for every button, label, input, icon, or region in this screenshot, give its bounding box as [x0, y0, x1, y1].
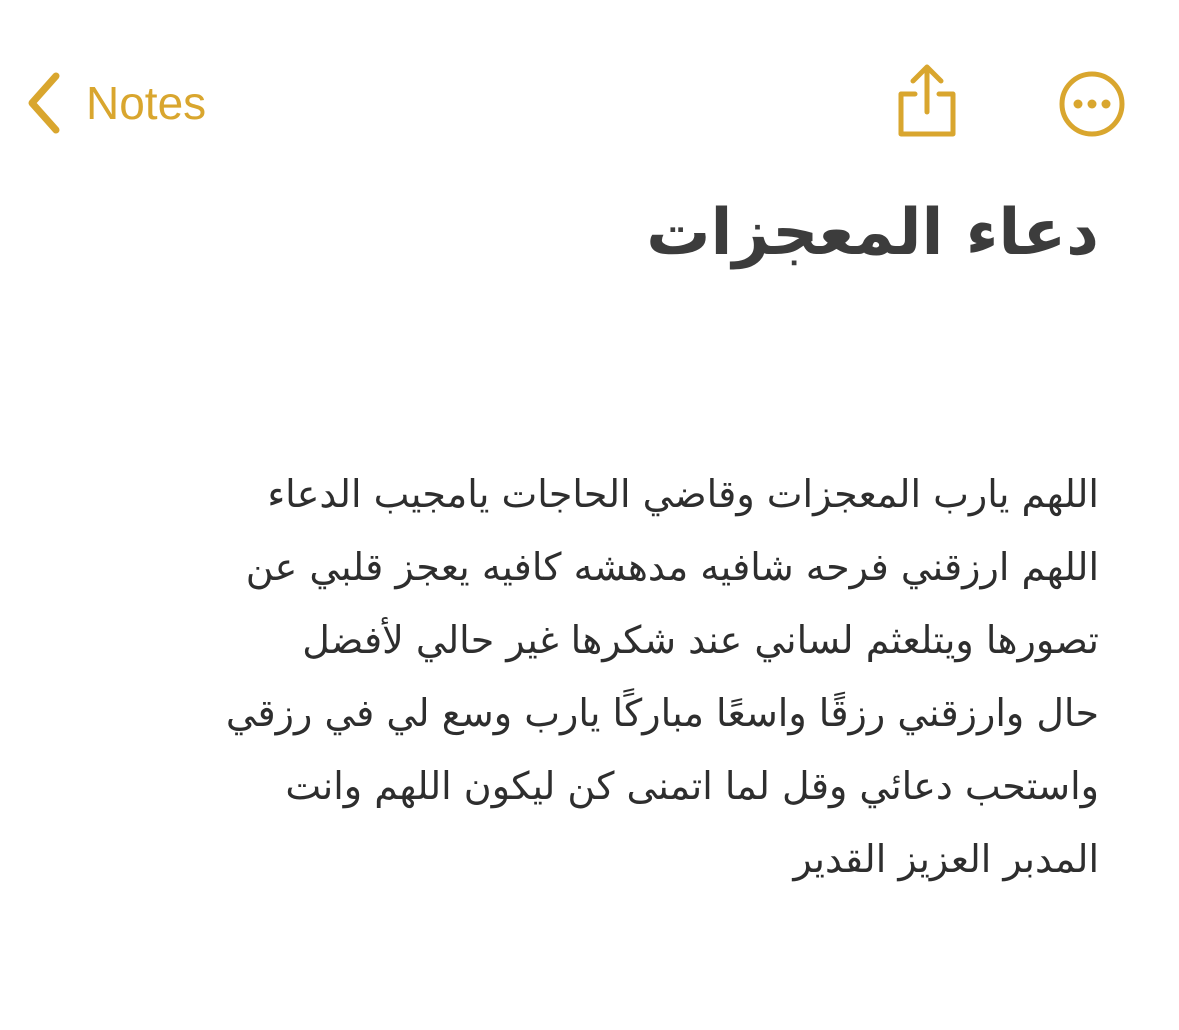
note-title[interactable]: دعاء المعجزات — [646, 196, 1099, 270]
note-line: تصورها ويتلعثم لساني عند شكرها غير حالي لأفضل — [302, 618, 1099, 662]
note-line: اللهم ارزقني فرحه شافيه مدهشه كافيه يعجز قلبي عن — [245, 545, 1099, 589]
note-line: اللهم يارب المعجزات وقاضي الحاجات يامجيب الدعاء — [267, 472, 1099, 516]
note-line: حال وارزقني رزقًا واسعًا مباركًا يارب وسع لي في رزقي — [225, 691, 1099, 735]
ellipsis-circle-icon — [1058, 70, 1126, 138]
chevron-left-icon — [26, 72, 62, 134]
share-button[interactable] — [895, 62, 959, 138]
navigation-bar — [0, 0, 1179, 170]
note-line: المدبر العزيز القدير — [793, 837, 1099, 881]
note-line: واستحب دعائي وقل لما اتمنى كن ليكون اللهم وانت — [285, 764, 1099, 808]
note-body[interactable] — [109, 458, 1099, 896]
back-label: Notes — [86, 77, 207, 129]
share-icon — [895, 62, 959, 138]
back-button[interactable] — [26, 72, 206, 134]
more-options-button[interactable] — [1058, 70, 1126, 138]
